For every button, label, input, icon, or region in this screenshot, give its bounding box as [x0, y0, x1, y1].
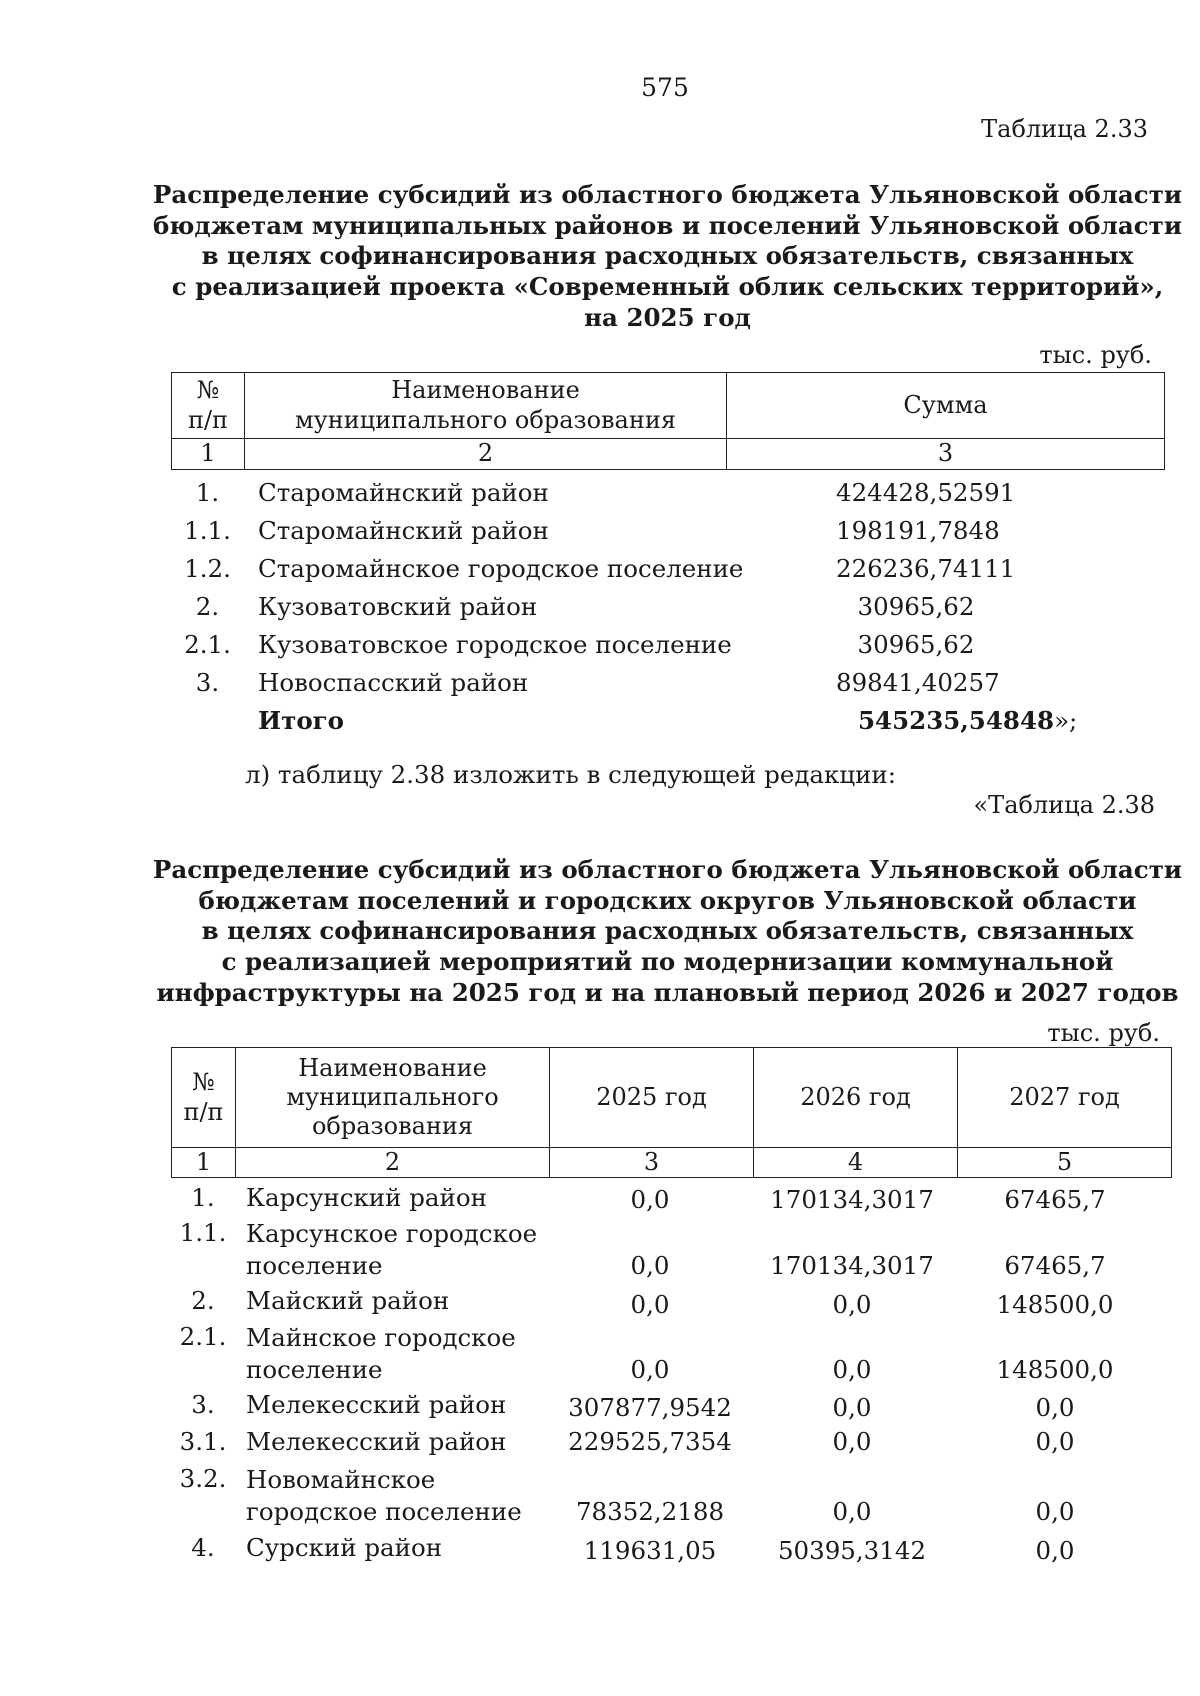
- header-name: Наименование муниципального образования: [245, 373, 727, 439]
- table-row: [0, 1390, 1200, 1424]
- row-2026: 0,0: [832, 1497, 872, 1526]
- table-row: [0, 1533, 1200, 1567]
- table-label: Таблица 2.33: [981, 115, 1148, 143]
- total-suffix: »;: [1054, 706, 1078, 735]
- row-name: Старомайнское городское поселение: [258, 554, 744, 583]
- title-line: Распределение субсидий из областного бюджета Ульяновской области: [152, 855, 1183, 884]
- row-name: Мелекесский район: [246, 1427, 507, 1456]
- table-row: [0, 1427, 1200, 1461]
- row-name: Майский район: [246, 1286, 450, 1315]
- total-label: Итого: [258, 706, 345, 735]
- row-num: 3.: [191, 1390, 215, 1419]
- row-2025: 0,0: [630, 1251, 670, 1280]
- table-header: [171, 1047, 1172, 1178]
- index-cell: 2: [245, 439, 727, 470]
- row-name: Старомайнский район: [258, 478, 549, 507]
- row-num: 1.2.: [184, 554, 231, 583]
- row-name: Кузоватовское городское поселение: [258, 630, 732, 659]
- total-sum-wrap: [858, 706, 1077, 737]
- row-2027: 148500,0: [996, 1290, 1114, 1319]
- row-sum: 226236,74111: [836, 554, 1016, 583]
- header-num: № п/п: [172, 1048, 236, 1148]
- table-row: [0, 630, 1200, 664]
- row-num: 1.: [191, 1183, 215, 1212]
- table-title: [60, 180, 1200, 333]
- row-num: 2.: [195, 592, 220, 621]
- index-cell: 3: [550, 1148, 754, 1178]
- header-num: № п/п: [172, 373, 245, 439]
- row-2025: 78352,2188: [575, 1497, 725, 1526]
- row-name: Старомайнский район: [258, 516, 549, 545]
- index-cell: 1: [172, 439, 245, 470]
- title-line: в целях софинансирования расходных обязательств, связанных: [201, 916, 1134, 946]
- row-2027: 0,0: [1035, 1393, 1075, 1422]
- row-name: Карсунский район: [246, 1183, 487, 1212]
- row-2025: 119631,05: [583, 1536, 717, 1565]
- row-name: Карсунское городское поселение: [246, 1219, 538, 1280]
- table-row: [0, 668, 1200, 702]
- header-2027: 2027 год: [958, 1048, 1172, 1148]
- title-line: бюджетам муниципальных районов и поселений Ульяновской области: [152, 210, 1183, 240]
- header-2025: 2025 год: [550, 1048, 754, 1148]
- row-sum: 30965,62: [857, 630, 975, 659]
- index-cell: 4: [754, 1148, 958, 1178]
- amendment-paragraph: л) таблицу 2.38 изложить в следующей редакции:: [245, 760, 897, 789]
- table-row: [0, 1218, 1200, 1284]
- row-num: 2.: [191, 1286, 215, 1315]
- table-row: [0, 554, 1200, 588]
- row-2027: 0,0: [1035, 1497, 1075, 1526]
- title-line: на 2025 год: [584, 302, 751, 332]
- row-2027: 67465,7: [1004, 1185, 1106, 1214]
- row-name: Новомайнское городское поселение: [246, 1465, 522, 1526]
- table-row: [0, 1183, 1200, 1217]
- table-label: «Таблица 2.38: [973, 791, 1155, 819]
- row-num: 1.: [195, 478, 220, 507]
- row-2027: 0,0: [1035, 1427, 1075, 1456]
- table-row: [0, 1322, 1200, 1388]
- title-line: Распределение субсидий из областного бюджета Ульяновской области: [152, 180, 1183, 209]
- row-name: Сурский район: [246, 1533, 443, 1562]
- table-row: [0, 478, 1200, 512]
- title-line: с реализацией мероприятий по модернизации коммунальной: [221, 946, 1114, 976]
- row-name: Новоспасский район: [258, 668, 529, 697]
- row-2026: 0,0: [832, 1290, 872, 1319]
- row-2026: 0,0: [832, 1355, 872, 1384]
- row-sum: 30965,62: [857, 592, 975, 621]
- row-name: Кузоватовский район: [258, 592, 538, 621]
- page-number: 575: [641, 73, 689, 102]
- header-name: Наименование муниципального образования: [236, 1048, 550, 1148]
- row-sum: 89841,40257: [836, 668, 1000, 697]
- table-row: [0, 592, 1200, 626]
- table-title: [60, 855, 1200, 1008]
- total-row: [0, 706, 1200, 740]
- units-label: тыс. руб.: [1047, 1019, 1160, 1047]
- row-2025: 0,0: [630, 1185, 670, 1214]
- row-2026: 0,0: [832, 1393, 872, 1422]
- row-2025: 307877,9542: [568, 1393, 732, 1422]
- index-cell: 3: [727, 439, 1165, 470]
- row-num: 2.1.: [184, 630, 231, 659]
- row-2027: 67465,7: [1004, 1251, 1106, 1280]
- index-cell: 5: [958, 1148, 1172, 1178]
- row-num: 3.1.: [179, 1427, 227, 1456]
- index-cell: 1: [172, 1148, 236, 1178]
- row-2026: 170134,3017: [770, 1251, 934, 1280]
- units-label: тыс. руб.: [1039, 341, 1152, 369]
- title-line: инфраструктуры на 2025 год и на плановый период 2026 и 2027 годов: [156, 977, 1179, 1007]
- row-num: 2.1.: [179, 1322, 227, 1351]
- title-line: бюджетам поселений и городских округов Ульяновской области: [198, 885, 1137, 915]
- index-cell: 2: [236, 1148, 550, 1178]
- title-line: в целях софинансирования расходных обязательств, связанных: [201, 241, 1134, 271]
- row-2025: 0,0: [630, 1355, 670, 1384]
- title-line: с реализацией проекта «Современный облик сельских территорий»,: [171, 271, 1164, 301]
- row-2026: 170134,3017: [770, 1185, 934, 1214]
- row-num: 1.1.: [184, 516, 231, 545]
- header-sum: Сумма: [727, 373, 1165, 439]
- header-2026: 2026 год: [754, 1048, 958, 1148]
- row-2026: 50395,3142: [777, 1536, 927, 1565]
- table-row: [0, 516, 1200, 550]
- row-num: 3.: [195, 668, 220, 697]
- total-sum: 545235,54848: [858, 706, 1055, 735]
- table-header: [171, 372, 1165, 470]
- row-2026: 0,0: [832, 1427, 872, 1456]
- table-row: [0, 1286, 1200, 1320]
- table-row: [0, 1464, 1200, 1530]
- row-name: Мелекесский район: [246, 1390, 507, 1419]
- row-2025: 229525,7354: [568, 1427, 732, 1456]
- row-num: 1.1.: [179, 1218, 227, 1247]
- row-2025: 0,0: [630, 1290, 670, 1319]
- row-sum: 198191,7848: [836, 516, 1000, 545]
- row-2027: 0,0: [1035, 1536, 1075, 1565]
- row-num: 3.2.: [179, 1464, 227, 1493]
- row-2027: 148500,0: [996, 1355, 1114, 1384]
- row-num: 4.: [191, 1533, 215, 1562]
- row-name: Майнское городское поселение: [246, 1323, 516, 1384]
- row-sum: 424428,52591: [836, 478, 1016, 507]
